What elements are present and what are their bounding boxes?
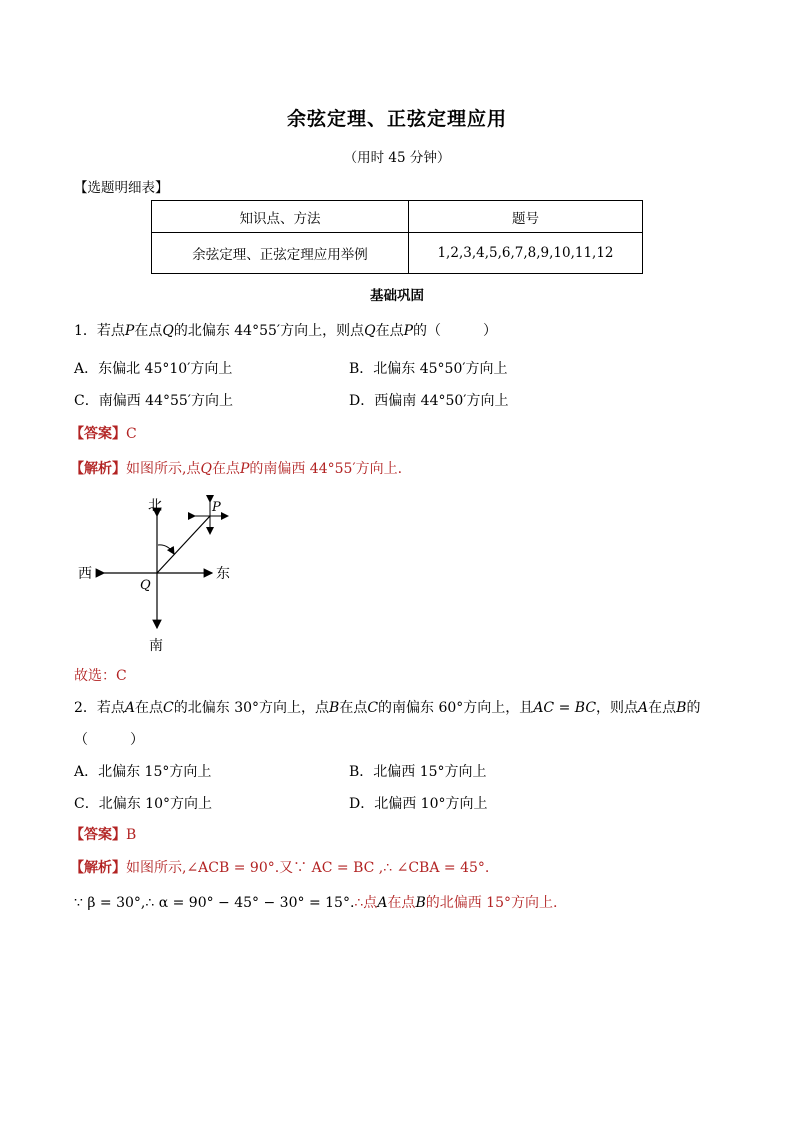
page-title: 余弦定理、正弦定理应用	[286, 108, 507, 130]
table-label: 【选题明细表】	[74, 180, 169, 196]
label-south: 南	[149, 638, 163, 654]
question-2-blank: （ ）	[74, 732, 144, 748]
q2-option-b: B．北偏西 15°方向上	[349, 764, 487, 780]
label-q: Q	[140, 578, 151, 593]
q1-option-d: D．西偏南 44°50′方向上	[349, 393, 509, 409]
topic-table	[151, 200, 643, 274]
q1-analysis: 【解析】如图所示,点Q在点P的南偏西 44°55′方向上.	[70, 461, 403, 477]
q2-option-a: A．北偏东 15°方向上	[74, 764, 212, 780]
table-header-number: 题号	[409, 201, 643, 233]
q2-answer: 【答案】B	[70, 827, 137, 843]
q1-option-c: C．南偏西 44°55′方向上	[74, 393, 233, 409]
label-north: 北	[148, 498, 162, 514]
label-east: 东	[216, 566, 230, 582]
q1-option-a: A．东偏北 45°10′方向上	[74, 361, 233, 377]
label-p: P	[212, 500, 221, 515]
table-header-topic: 知识点、方法	[152, 201, 409, 233]
table-cell-topic: 余弦定理、正弦定理应用举例	[152, 233, 409, 274]
compass-diagram	[70, 490, 250, 655]
q2-analysis: 【解析】如图所示,∠ACB = 90°.又∵ AC = BC ,∴ ∠CBA = 45°.	[70, 860, 490, 876]
line-qp	[157, 516, 210, 573]
q2-analysis-line2: ∵ β = 30°,∴ α = 90° − 45° − 30° = 15°.∴点A在点B的北偏西 15°方向上.	[74, 895, 558, 911]
q1-choice: 故选：C	[74, 668, 127, 684]
q2-option-c: C．北偏东 10°方向上	[74, 796, 212, 812]
q1-answer: 【答案】C	[70, 426, 137, 442]
question-2: 2．若点A在点C的北偏东 30°方向上，点B在点C的南偏东 60°方向上，且AC = BC，则点A在点B的	[74, 700, 701, 716]
label-west: 西	[78, 566, 92, 582]
q2-option-d: D．北偏西 10°方向上	[349, 796, 488, 812]
page-subtitle: （用时 45 分钟）	[343, 150, 451, 166]
angle-arc	[158, 545, 174, 554]
section-heading: 基础巩固	[370, 288, 424, 304]
q1-option-b: B．北偏东 45°50′方向上	[349, 361, 508, 377]
table-cell-number: 1,2,3,4,5,6,7,8,9,10,11,12	[409, 233, 643, 274]
question-1: 1．若点P在点Q的北偏东 44°55′方向上，则点Q在点P的（ ）	[74, 323, 497, 339]
